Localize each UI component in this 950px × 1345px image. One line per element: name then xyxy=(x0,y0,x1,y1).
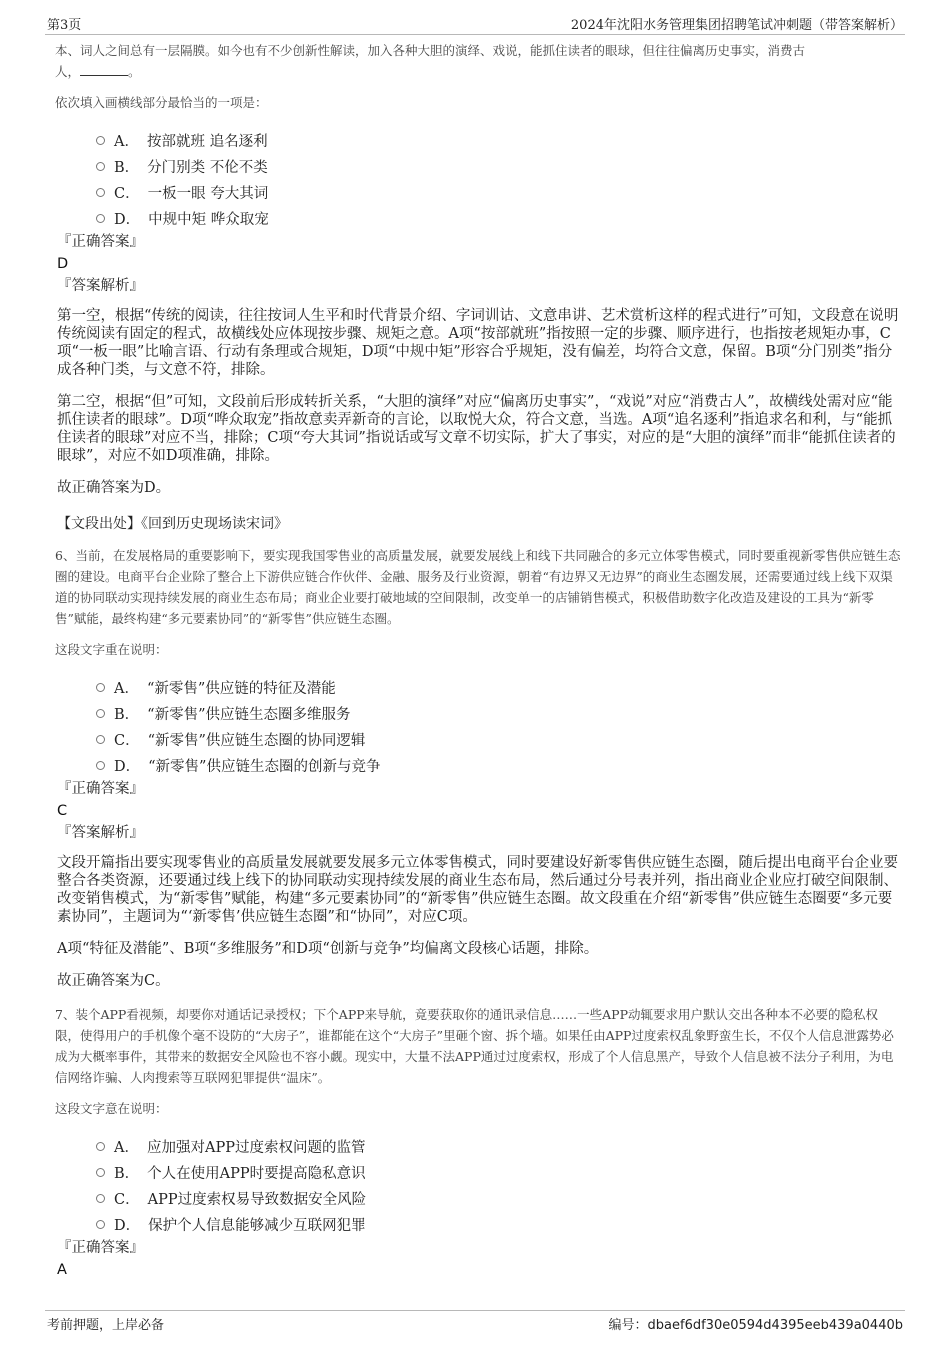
question-6-prompt: 这段文字重在说明： xyxy=(55,642,168,657)
option-a[interactable] xyxy=(54,127,902,153)
option-text: “新零售”供应链生态圈多维服务 xyxy=(147,706,351,723)
option-d[interactable] xyxy=(54,752,902,778)
question-6-options xyxy=(54,674,902,778)
document-title: 2024年沈阳水务管理集团招聘笔试冲刺题（带答案解析） xyxy=(570,18,903,33)
option-text: APP过度索权易导致数据安全风险 xyxy=(147,1191,367,1208)
question-6 xyxy=(54,545,902,990)
radio-icon[interactable] xyxy=(96,1194,105,1203)
answer-value: C xyxy=(57,803,68,819)
option-c[interactable] xyxy=(54,1185,902,1211)
option-letter: D． xyxy=(114,758,141,775)
analysis-conclusion: 故正确答案为D。 xyxy=(57,480,171,496)
option-text: 中规中矩 哗众取宠 xyxy=(148,211,269,228)
question-7-prompt: 这段文字意在说明： xyxy=(55,1101,168,1116)
option-b[interactable] xyxy=(54,153,902,179)
question-6-text: 6、当前，在发展格局的重要影响下，要实现我国零售业的高质量发展，就要发展线上和线下共同融合的多元立体零售模式，同时要重视新零售供应链生态圈的建设。电商平台企业除了整合上下游供应链合作伙伴、金融、服务及行业资源，朝着“有边界又无边界”的商业生态圈发展，还需要通过线上线下双渠道的协同联动实现持续发展的商业生态布局；商业企业要打破地域的空间限制，改变单一的店铺销售模式，积极借助数字化改造及建设的工具为“新零售”赋能，最终构建“多元要素协同”的“新零售”供应链生态圈。 xyxy=(55,548,901,626)
analysis-paragraph: 文段开篇指出要实现零售业的高质量发展就要发展多元立体零售模式，同时要建设好新零售供应链生态圈，随后提出电商平台企业要整合各类资源，还要通过线上线下的协同联动实现持续发展的商业生态布局，然后通过分号表并列，指出商业企业应打破空间限制、改变销售模式，为“新零售”赋能，构建“多元要素协同”的“新零售”供应链生态圈。故文段重在介绍“新零售”供应链生态圈要“多元要素协同”，主题词为“‘新零售’供应链生态圈”和“协同”，对应C项。 xyxy=(57,855,898,925)
option-text: 应加强对APP过度索权问题的监管 xyxy=(146,1139,366,1156)
option-letter: A． xyxy=(114,1139,139,1156)
document-id xyxy=(609,1314,903,1333)
answer-label: 『正确答案』 xyxy=(57,1240,144,1256)
analysis-paragraph: 第二空，根据“但”可知，文段前后形成转折关系，“大胆的演绎”对应“偏离历史事实”，“戏说”对应“消费古人”，故横线处需对应“能抓住读者的眼球”。D项“哗众取宠”指故意卖弄新奇的言论，以取悦大众，符合文意，当选。A项“追名逐利”指追求名和利，与“能抓住读者的眼球”对应不当，排除；C项“夸大其词”指说话或写文章不切实际，扩大了事实，对应的是“大胆的演绎”而非“能抓住读者的眼球”，对应不如D项准确，排除。 xyxy=(57,394,896,464)
question-5-text-line2: 人， xyxy=(55,64,81,79)
question-5-text xyxy=(55,40,902,82)
radio-icon[interactable] xyxy=(96,1142,105,1151)
option-letter: C． xyxy=(114,185,140,202)
radio-icon[interactable] xyxy=(96,709,105,718)
radio-icon[interactable] xyxy=(96,683,105,692)
option-b[interactable] xyxy=(54,700,902,726)
analysis-paragraph: 第一空，根据“传统的阅读，往往按词人生平和时代背景介绍、字词训诂、文意串讲、艺术赏析这样的程式进行”可知，文段意在说明传统阅读有固定的程式，故横线处应体现按步骤、规矩之意。A项“按部就班”指按照一定的步骤、顺序进行，也指按老规矩办事，C项“一板一眼”比喻言语、行动有条理或合规矩，D项“中规中矩”形容合乎规矩，没有偏差，均符合文意，保留。B项“分门别类”指分成各种门类，与文意不符，排除。 xyxy=(57,308,899,378)
radio-icon[interactable] xyxy=(96,1220,105,1229)
document-id-code: dbaef6df30e0594d4395eeb439a0440b xyxy=(647,1318,903,1333)
option-d[interactable] xyxy=(54,1211,902,1237)
answer-value: D xyxy=(57,256,69,272)
radio-icon[interactable] xyxy=(96,214,105,223)
option-c[interactable] xyxy=(54,179,902,205)
page-header xyxy=(45,12,905,35)
source-citation: 【文段出处】《回到历史现场读宋词》 xyxy=(57,516,288,532)
option-a[interactable] xyxy=(54,674,902,700)
option-text: 保护个人信息能够减少互联网犯罪 xyxy=(148,1217,366,1234)
answer-label: 『正确答案』 xyxy=(57,781,144,797)
option-letter: C． xyxy=(114,1191,140,1208)
option-text: 分门别类 不伦不类 xyxy=(147,159,268,176)
analysis-conclusion: 故正确答案为C。 xyxy=(57,973,170,989)
radio-icon[interactable] xyxy=(96,136,105,145)
radio-icon[interactable] xyxy=(96,188,105,197)
option-letter: D． xyxy=(114,211,141,228)
question-5-text-line1: 本、词人之间总有一层隔膜。如今也有不少创新性解读，加入各种大胆的演绎、戏说，能抓住读者的眼球，但往往偏离历史事实，消费古 xyxy=(55,43,806,58)
question-7-options xyxy=(54,1133,902,1237)
option-letter: B． xyxy=(114,706,140,723)
option-text: 一板一眼 夸大其词 xyxy=(147,185,269,202)
question-5-options xyxy=(54,127,902,231)
page-content xyxy=(54,40,902,1281)
answer-label: 『正确答案』 xyxy=(57,234,144,250)
option-letter: B． xyxy=(114,1165,140,1182)
option-letter: C． xyxy=(114,732,140,749)
radio-icon[interactable] xyxy=(96,735,105,744)
radio-icon[interactable] xyxy=(96,761,105,770)
question-5-prompt: 依次填入画横线部分最恰当的一项是： xyxy=(55,95,268,110)
fill-blank xyxy=(80,63,128,76)
analysis-label: 『答案解析』 xyxy=(57,278,144,294)
document-id-label: 编号： xyxy=(608,1318,648,1333)
option-c[interactable] xyxy=(54,726,902,752)
option-text: 按部就班 追名逐利 xyxy=(146,133,268,150)
question-5-text-end: 。 xyxy=(128,64,141,79)
question-5 xyxy=(54,40,902,533)
option-text: “新零售”供应链的特征及潜能 xyxy=(146,680,336,697)
question-7-text: 7、装个APP看视频，却要你对通话记录授权；下个APP来导航，竟要获取你的通讯录信息……一些APP动辄要求用户默认交出各种本不必要的隐私权限，使得用户的手机像个毫不设防的“大房子”，谁都能在这个“大房子”里砸个窗、拆个墙。如果任由APP过度索权乱象野蛮生长，不仅个人信息泄露势必成为大概率事件，其带来的数据安全风险也不容小觑。现实中，大量不法APP通过过度索权，形成了个人信息黑产，导致个人信息被不法分子利用，为电信网络诈骗、人肉搜索等互联网犯罪提供“温床”。 xyxy=(55,1007,894,1085)
question-7 xyxy=(54,1004,902,1281)
analysis-label: 『答案解析』 xyxy=(57,825,144,841)
option-b[interactable] xyxy=(54,1159,902,1185)
option-letter: D． xyxy=(114,1217,141,1234)
page-number: 第3页 xyxy=(47,18,82,33)
option-text: 个人在使用APP时要提高隐私意识 xyxy=(147,1165,366,1182)
footer-slogan: 考前押题，上岸必备 xyxy=(47,1318,165,1333)
option-text: “新零售”供应链生态圈的协同逻辑 xyxy=(147,732,366,749)
option-letter: B． xyxy=(114,159,140,176)
answer-value: A xyxy=(57,1262,67,1278)
option-letter: A． xyxy=(114,133,139,150)
page-footer xyxy=(45,1310,905,1333)
option-d[interactable] xyxy=(54,205,902,231)
analysis-paragraph: A项“特征及潜能”、B项“多维服务”和D项“创新与竞争”均偏离文段核心话题，排除。 xyxy=(57,941,599,957)
radio-icon[interactable] xyxy=(96,162,105,171)
option-a[interactable] xyxy=(54,1133,902,1159)
option-letter: A． xyxy=(114,680,139,697)
option-text: “新零售”供应链生态圈的创新与竞争 xyxy=(148,758,381,775)
radio-icon[interactable] xyxy=(96,1168,105,1177)
